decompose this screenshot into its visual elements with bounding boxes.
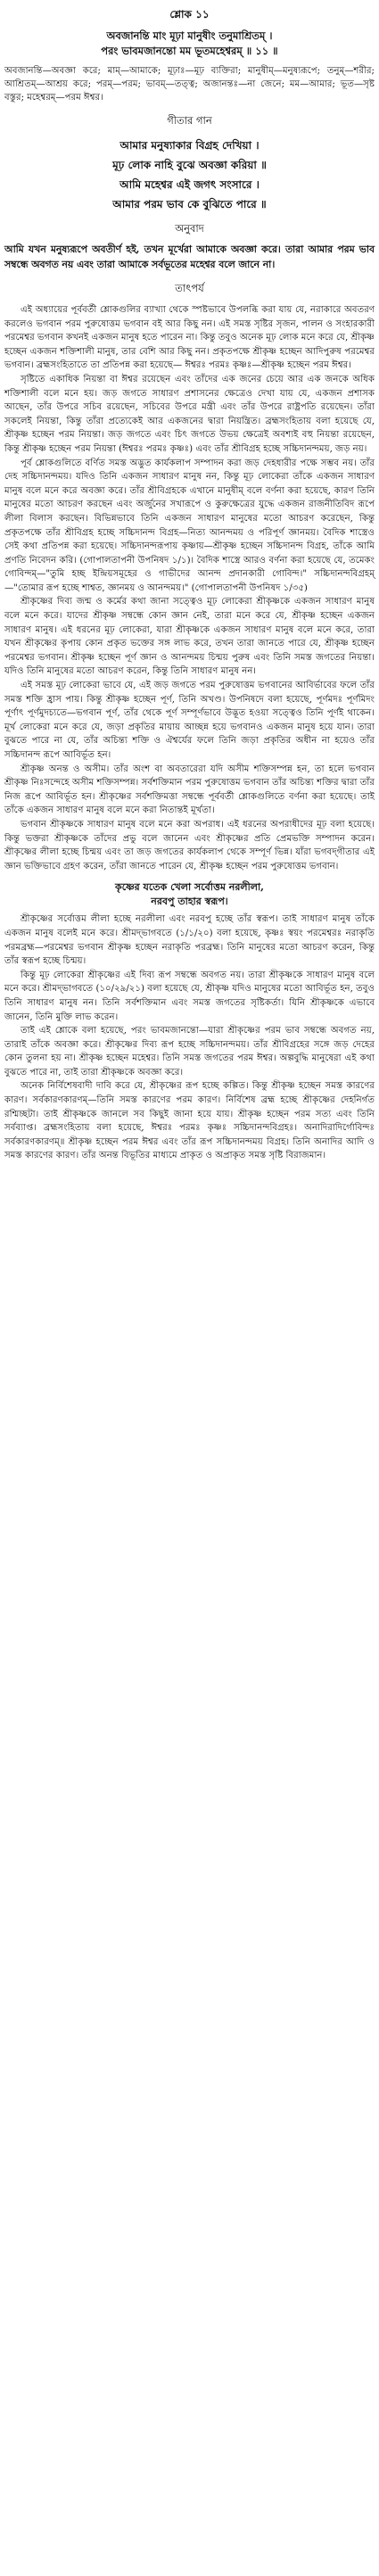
quote-block [4, 880, 375, 909]
purport-paragraph: তাই এই শ্লোকে বলা হয়েছে, পরং ভাবমজানন্তো—যারা শ্রীকৃষ্ণের পরম ভাব সম্বন্ধে অবগত নয়, তারাই তাঁকে অবজ্ঞা করে। শ্রীকৃষ্ণের দিব্য রূপ হচ্ছে সচ্চিদানন্দময়। তাঁর শ্রীবিগ্রহের সঙ্গে জড় দেহের কোন তুলনা হয় না। শ্রীকৃষ্ণ হচ্ছেন মহেশ্বর। তিনি সমস্ত জগতের পরম ঈশ্বর। অল্পবুদ্ধি মানুষেরা এই কথা বুঝতে পারে না, তাই তারা শ্রীকৃষ্ণকে অবজ্ঞা করে। [4, 1026, 375, 1077]
translation: আমি যখন মনুষ্যরূপে অবতীর্ণ হই, তখন মূর্খেরা আমাকে অবজ্ঞা করে। তারা আমার পরম ভাব সম্বন্ধে অবগত নয় এবং তারা আমাকে সর্বভূতের মহেশ্বর বলে জানে না। [4, 244, 375, 270]
sanskrit-verse [4, 29, 375, 59]
purport-paragraph: অনেক নির্বিশেষবাদী দাবি করে যে, শ্রীকৃষ্ণের রূপ হচ্ছে কল্পিত। কিন্তু শ্রীকৃষ্ণ হচ্ছেন সমস্ত কারণের কারণ। সর্বকারণকারণম্‌—তিনি সমস্ত কারণের পরম কারণ। নির্বিশেষ ব্রহ্ম হচ্ছে শ্রীকৃষ্ণের দেহনির্গত রশ্মিচ্ছটা। তাই শ্রীকৃষ্ণকে জানলে সব কিছুই জানা হয়ে যায়। শ্রীকৃষ্ণ হচ্ছেন পরম সত্য এবং তিনি সর্বব্যাপ্ত। ব্রহ্মসংহিতায় বলা হয়েছে, ঈশ্বরঃ পরমঃ কৃষ্ণঃ সচ্চিদানন্দবিগ্রহঃ। অনাদিরাদির্গোবিন্দঃ সর্বকারণকারণম্‌॥ শ্রীকৃষ্ণ হচ্ছেন পরম ঈশ্বর এবং তাঁর রূপ সচ্চিদানন্দময় বিগ্রহ। তিনি অনাদির আদি ও সমস্ত কারণের কারণ। তাঁর অনন্ত বিভূতির মাধ্যমে প্রাকৃত ও অপ্রাকৃত সমস্ত সৃষ্টি বিরাজমান। [4, 1081, 375, 1161]
purport-paragraph: সৃষ্টিতে একাধিক নিয়ন্তা বা ঈশ্বর রয়েছেন এবং তাঁদের এক জনের চেয়ে আর এক জনকে অধিক শক্তিশালী বলে মনে হয়। জড় জগতে সাধারণ প্রশাসনের ক্ষেত্রেও দেখা যায় যে, একজন প্রশাসক আছেন, তাঁর উপরে সচিব রয়েছেন, সচিবের উপরে মন্ত্রী এবং তাঁর উপরে রাষ্ট্রপতি রয়েছেন। তাঁরা সকলেই নিয়ন্তা, কিন্তু তাঁরা প্রত্যেকেই আর একজনের দ্বারা নিয়ন্ত্রিত। ব্রহ্মসংহিতায় বলা হয়েছে যে, শ্রীকৃষ্ণ হচ্ছেন পরম নিয়ন্তা। জড় জগতে এবং চিৎ জগতে উভয় ক্ষেত্রেই অবশ্যই বহু নিয়ন্তা রয়েছেন, কিন্তু শ্রীকৃষ্ণ হচ্ছেন পরম নিয়ন্তা (ঈশ্বরঃ পরমঃ কৃষ্ণঃ) এবং তাঁর শ্রীবিগ্রহ হচ্ছে সচ্চিদানন্দময়, জড় নয়। [4, 374, 375, 454]
purport-paragraph: ভগবান শ্রীকৃষ্ণকে সাধারণ মানুষ বলে মনে করা অপরাধ। এই ধরনের অপরাধীদের মূঢ় বলা হয়েছে। কিন্তু ভক্তরা শ্রীকৃষ্ণকে তাঁদের প্রভু বলে জানেন এবং শ্রীকৃষ্ণের প্রতি প্রেমভক্তি সম্পাদন করেন। শ্রীকৃষ্ণের লীলা হচ্ছে চিন্ময় এবং তা জড় জগতের কার্যকলাপ থেকে সম্পূর্ণ ভিন্ন। যাঁরা ভগবদ্‌গীতার এই জ্ঞান ভক্তিভাবে গ্রহণ করেন, তাঁরা জানতে পারেন যে, শ্রীকৃষ্ণ হচ্ছেন পরম পুরুষোত্তম ভগবান। [4, 819, 375, 871]
purport-paragraph: শ্রীকৃষ্ণের সর্বোত্তম লীলা হচ্ছে নরলীলা এবং নরবপু হচ্ছে তাঁর স্বরূপ। তাই সাধারণ মানুষ তাঁকে একজন মানুষ বলেই মনে করে। শ্রীমদ্‌ভাগবতে (১/১/২০) বলা হয়েছে, কৃষ্ণঃ স্বয়ং পরমেশ্বরঃ নরাকৃতি পরমব্রহ্ম—পরমেশ্বর ভগবান শ্রীকৃষ্ণ হচ্ছেন নরাকৃতি পরব্রহ্ম। তিনি মানুষের মতো আচরণ করেন, কিন্তু তাঁর স্বরূপ হচ্ছে চিন্ময়। [4, 914, 375, 967]
purport-paragraph: পূর্ব শ্লোকগুলিতে বর্ণিত সমস্ত অদ্ভুত কার্যকলাপ সম্পাদন করা জড় দেহধারীর পক্ষে সম্ভব নয়। তাঁর দেহ সচ্চিদানন্দময়। যদিও তিনি একজন সাধারণ মানুষ নন, কিন্তু মূঢ় লোকেরা তাঁকে একজন সাধারণ মানুষ বলে মনে করে অবজ্ঞা করে। তাঁর শ্রীবিগ্রহকে এখানে মানুষীম্‌ বলে বর্ণনা করা হয়েছে, কারণ তিনি মানুষের মতো আচরণ করছেন এবং অর্জুনের সখারূপে ও কুরুক্ষেত্রের যুদ্ধে একজন রাজনীতিবিদ রূপে লীলা বিলাস করছেন। বিভিন্নভাবে তিনি একজন সাধারণ মানুষের মতো আচরণ করেছেন, কিন্তু প্রকৃতপক্ষে তাঁর শ্রীবিগ্রহ হচ্ছে সচ্চিদানন্দ বিগ্রহ—নিত্য আনন্দময় ও পরিপূর্ণ জ্ঞানময়। বৈদিক শাস্ত্রেও সেই কথা প্রতিপন্ন করা হয়েছে। সচ্চিদানন্দরূপায় কৃষ্ণায়—শ্রীকৃষ্ণ হচ্ছেন সচ্চিদানন্দ বিগ্রহ, তাঁকে আমি প্রণতি নিবেদন করি। (গোপালতাপনী উপনিষদ ১/১)। বৈদিক শাস্ত্রে আরও বর্ণনা করা হয়েছে যে, তমেকং গোবিন্দম্‌—"তুমি হচ্ছ ইন্দ্রিয়সমূহের ও গাভীদের আনন্দ প্রদানকারী গোবিন্দ।" সচ্চিদানন্দবিগ্রহম্‌—"তোমার রূপ হচ্ছে শাশ্বত, জ্ঞানময় ও আনন্দময়।" (গোপালতাপনী উপনিষদ ১/৩৫) [4, 458, 375, 593]
purport-paragraph: কিন্তু মূঢ় লোকেরা শ্রীকৃষ্ণের এই দিব্য রূপ সম্বন্ধে অবগত নয়। তারা শ্রীকৃষ্ণকে সাধারণ মানুষ বলে মনে করে। শ্রীমদ্‌ভাগবতে (১০/২৯/২১) বলা হয়েছে যে, শ্রীকৃষ্ণ যদিও মানুষের মতো আবির্ভূত হন, তবুও তিনি সাধারণ মানুষ নন। তিনি সর্বশক্তিমান এবং সমস্ত জগতের সৃষ্টিকর্তা। যিনি শ্রীকৃষ্ণকে এভাবে জানেন, তিনি মুক্তি লাভ করেন। [4, 970, 375, 1022]
quote-line: কৃষ্ণের যতেক খেলা সর্বোত্তম নরলীলা, [115, 881, 264, 894]
verse-number: শ্লোক ১১ [169, 8, 210, 21]
song-line: মূঢ় লোক নাহি বুঝে অবজ্ঞা করিয়া ॥ [112, 159, 267, 171]
song-line: আমি মহেশ্বর এই জগৎ সংসারে । [119, 178, 260, 191]
song-line: আমার মনুষ্যাকার বিগ্রহ দেখিয়া । [119, 139, 260, 152]
purport [4, 303, 375, 1163]
verse-line: পরং ভাবমজানন্তো মম ভূতমহেশ্বরম্‌ ॥ ১১ ॥ [101, 45, 278, 57]
word-for-word: অবজানন্তি—অবজ্ঞা করে; মাম্‌—আমাকে; মূঢ়াঃ—মূঢ় ব্যক্তিরা; মানুষীম্‌—মনুষ্যরূপে; তনুম্‌—শরীর; আশ্রিতম্‌—আশ্রয় করে; পরম্‌—পরম; ভাবম্‌—তত্ত্ব; অজানন্তঃ—না জেনে; মম—আমার; ভূত—সৃষ্ট বস্তুর; মহেশ্বরম্‌—পরম ঈশ্বর। [4, 66, 375, 103]
song-line: আমার পরম ভাব কে বুঝিতে পারে ॥ [112, 198, 267, 211]
verse-line: অবজানন্তি মাং মূঢ়া মানুষীং তনুমাশ্রিতম্‌ । [106, 29, 273, 42]
purport-paragraph: এই সমস্ত মূঢ় লোকেরা ভাবে যে, এই জড় জগতে পরম পুরুষোত্তম ভগবানের আবির্ভাবের ফলে তাঁর সমস্ত শক্তি হ্রাস পায়। কিন্তু শ্রীকৃষ্ণ হচ্ছেন পূর্ণ, তিনি অখণ্ড। উপনিষদে বলা হয়েছে, পূর্ণমদঃ পূর্ণমিদং পূর্ণাৎ পূর্ণমুদচ্যতে—ভগবান পূর্ণ, তাঁর থেকে পূর্ণ সম্পূর্ণভাবে উদ্ভূত হওয়া সত্ত্বেও তিনি পূর্ণই থাকেন। মূর্খ লোকেরা মনে করে যে, জড়া প্রকৃতির মায়ায় আচ্ছন্ন হয়ে ভগবানও একজন মানুষ হয়ে যান। তারা বুঝতে পারে না যে, তাঁর অচিন্ত্য শক্তি ও ঐশ্বর্যের ফলে তিনি জড়া প্রকৃতির অধীন না হয়েও তাঁর সচ্চিদানন্দ রূপে আবির্ভূত হন। [4, 681, 375, 760]
translation-heading: অনুবাদ [175, 222, 204, 235]
song [4, 136, 375, 214]
purport-paragraph: শ্রীকৃষ্ণের দিব্য জন্ম ও কর্মের কথা জানা সত্ত্বেও মূঢ় লোকেরা শ্রীকৃষ্ণকে একজন সাধারণ মানুষ বলে মনে করে। যাদের শ্রীকৃষ্ণ সম্বন্ধে কোন জ্ঞান নেই, তারা মনে করে যে, শ্রীকৃষ্ণ হচ্ছেন একজন সাধারণ মানুষ। এই ধরনের মূঢ় লোকেরা, যারা শ্রীকৃষ্ণকে একজন সাধারণ মানুষ বলে মনে করে, তারা যখন শ্রীকৃষ্ণের কৃপায় কোন প্রকৃত ভক্তের সঙ্গ লাভ করে, তখন তারা জানতে পারে যে, শ্রীকৃষ্ণ হচ্ছেন পরমেশ্বর ভগবান। শ্রীকৃষ্ণ হচ্ছেন পূর্ণ জ্ঞান ও আনন্দময় চিন্ময় পুরুষ এবং তিনি সমস্ত জগতের নিয়ন্তা। যদিও তিনি মানুষের মতো আচরণ করেন, কিন্তু তিনি সাধারণ মানুষ নন। [4, 597, 375, 677]
purport-paragraph: এই অধ্যায়ের পূর্ববর্তী শ্লোকগুলির ব্যাখ্যা থেকে স্পষ্টভাবে উপলব্ধি করা যায় যে, নরাকারে অবতরণ করলেও ভগবান পরম পুরুষোত্তম ভগবান বই আর কিছু নন। এই সমস্ত সৃষ্টির সৃজন, পালন ও সংহারকারী পরমেশ্বর ভগবান কখনই একজন মানুষ হতে পারেন না। কিন্তু তবুও অনেক মূঢ় লোক মনে করে যে, শ্রীকৃষ্ণ হচ্ছেন একজন শক্তিশালী মানুষ, তার বেশি আর কিছু নন। প্রকৃতপক্ষে শ্রীকৃষ্ণ হচ্ছেন আদিপুরুষ পরমেশ্বর ভগবান। ব্রহ্মসংহিতাতে তা প্রতিপন্ন করা হয়েছে— ঈশ্বরঃ পরমঃ কৃষ্ণঃ—শ্রীকৃষ্ণ হচ্ছেন পরম ঈশ্বর। [4, 305, 375, 371]
song-heading: গীতার গান [167, 114, 212, 127]
purport-paragraph: শ্রীকৃষ্ণ অনন্ত ও অসীম। তাঁর অংশ বা অবতারেরা যদি অসীম শক্তিসম্পন্ন হন, তা হলে ভগবান শ্রীকৃষ্ণ নিঃসন্দেহে অসীম শক্তিসম্পন্ন। সর্বশক্তিমান পরম পুরুষোত্তম ভগবান তাঁর অচিন্ত্য শক্তির দ্বারা তাঁর নিজ রূপে আবির্ভূত হন। শ্রীকৃষ্ণের সর্বশক্তিমত্তা সম্বন্ধে পূর্ববর্তী শ্লোকগুলিতে বর্ণনা করা হয়েছে। তাই তাঁকে একজন সাধারণ মানুষ বলে মনে করা নিতান্তই মূর্খতা। [4, 764, 375, 816]
purport-heading: তাৎপর্য [175, 282, 204, 294]
quote-line: নরবপু তাহার স্বরূপ। [151, 896, 228, 908]
